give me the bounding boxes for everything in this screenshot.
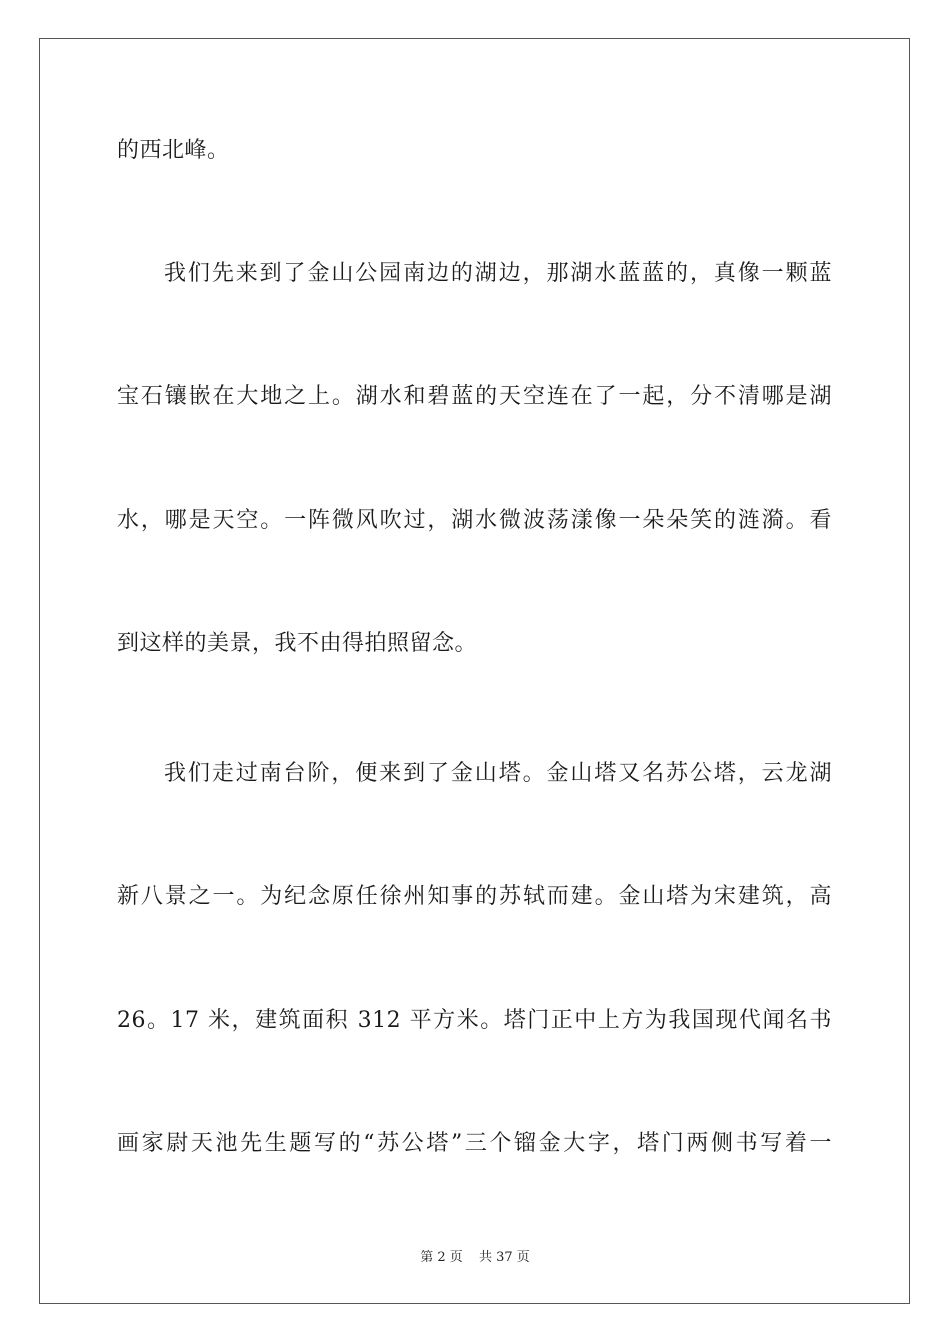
- page-border: [39, 38, 910, 1304]
- paragraph-line-5: 到这样的美景，我不由得拍照留念。: [117, 631, 478, 656]
- paragraph-line-7: 新八景之一。为纪念原任徐州知事的苏轼而建。金山塔为宋建筑，高: [117, 884, 832, 909]
- page-footer: [0, 1246, 950, 1265]
- page-number: 第 2 页: [420, 1250, 463, 1265]
- paragraph-line-2: 我们先来到了金山公园南边的湖边，那湖水蓝蓝的，真像一颗蓝: [164, 261, 832, 286]
- paragraph-line-6: 我们走过南台阶，便来到了金山塔。金山塔又名苏公塔，云龙湖: [164, 761, 832, 786]
- paragraph-line-3: 宝石镶嵌在大地之上。湖水和碧蓝的天空连在了一起，分不清哪是湖: [117, 384, 832, 409]
- paragraph-line-9: 画家尉天池先生题写的“苏公塔”三个镏金大字，塔门两侧书写着一: [117, 1131, 832, 1156]
- page-total: 共 37 页: [478, 1250, 530, 1265]
- paragraph-line-8: 26。17 米，建筑面积 312 平方米。塔门正中上方为我国现代闻名书: [117, 1008, 832, 1033]
- paragraph-line-4: 水，哪是天空。一阵微风吹过，湖水微波荡漾像一朵朵笑的涟漪。看: [117, 508, 832, 533]
- text-line-1: 的西北峰。: [117, 138, 230, 163]
